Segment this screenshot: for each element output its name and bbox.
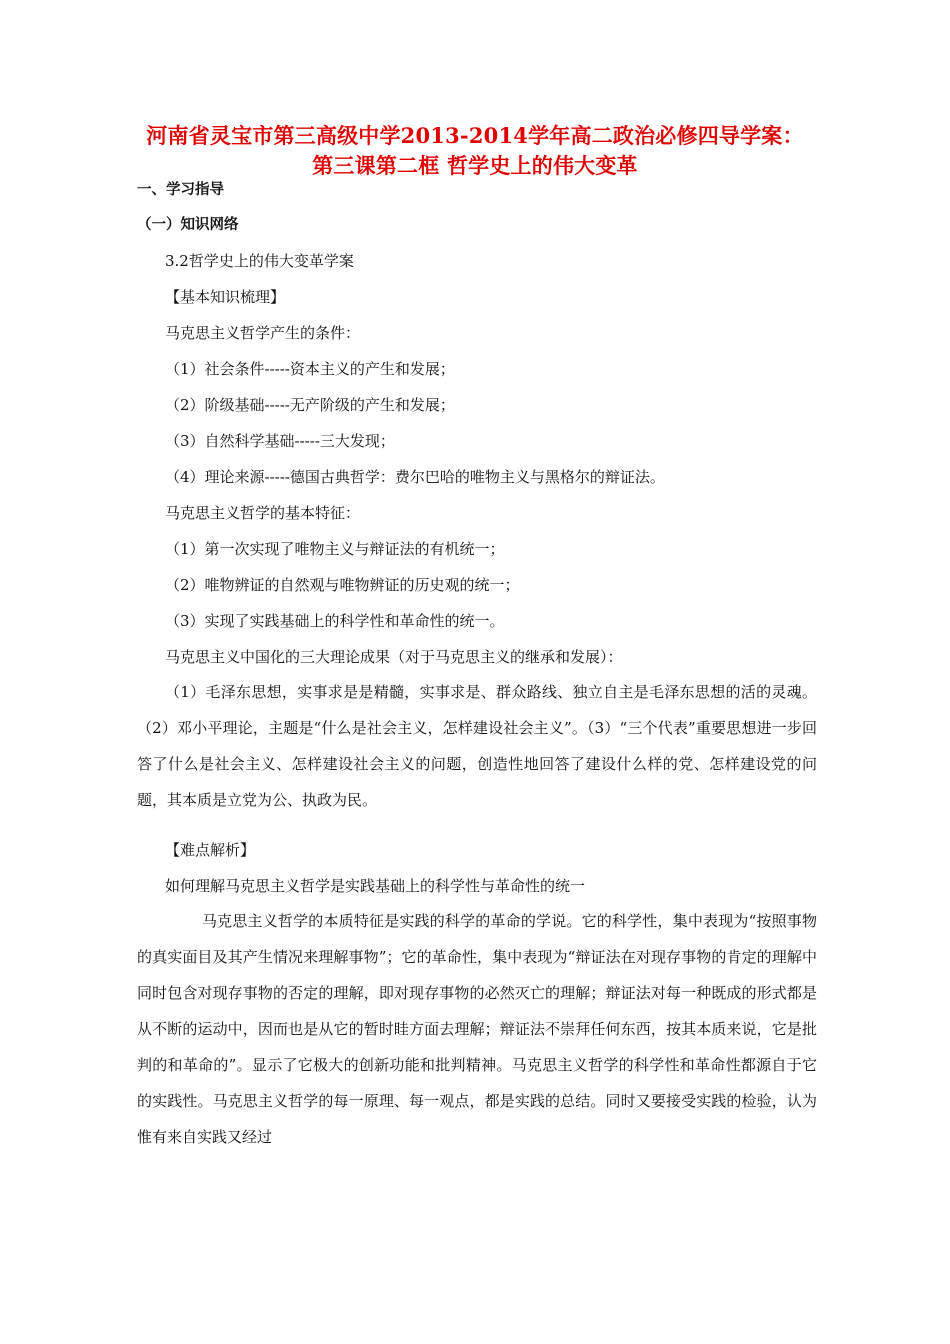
feature-item: （2）唯物辨证的自然观与唯物辨证的历史观的统一； bbox=[165, 576, 520, 594]
achievements-title: 马克思主义中国化的三大理论成果（对于马克思主义的继承和发展）： bbox=[165, 648, 623, 666]
achievements-paragraph: （1）毛泽东思想，实事求是是精髓，实事求是、群众路线、独立自主是毛泽东思想的活的灵魂。（2）邓小平理论，主题是“什么是社会主义，怎样建设社会主义”。（3）“三个代表”重要思想进一步回答了什么是社会主义、怎样建设社会主义的问题，创造性地回答了建设什么样的党、怎样建设党的问题，其本质是立党为公、执政为民。 bbox=[137, 683, 817, 809]
heading-study-guide: 一、学习指导 bbox=[137, 182, 224, 198]
section-basic-knowledge: 【基本知识梳理】 bbox=[165, 288, 286, 306]
difficult-explanation-paragraph: 马克思主义哲学的本质特征是实践的科学的革命的学说。它的科学性，集中表现为“按照事物的真实面目及其产生情况来理解事物”；它的革命性，集中表现为“辩证法在对现存事物的肯定的理解中同时包含对现存事物的否定的理解，即对现存事物的必然灭亡的理解；辩证法对每一种既成的形式都是从不断的运动中，因而也是从它的暂时眭方面去理解；辩证法不崇拜任何东西，按其本质来说，它是批判的和革命的”。显示了它极大的创新功能和批判精神。马克思主义哲学的科学性和革命性都源自于它的实践性。马克思主义哲学的每一原理、每一观点，都是实践的总结。同时又要接受实践的检验，认为惟有来自实践又经过 bbox=[137, 912, 817, 1146]
case-title: 3.2哲学史上的伟大变革学案 bbox=[165, 252, 354, 270]
condition-item: （1）社会条件-----资本主义的产生和发展； bbox=[165, 360, 455, 378]
document-title-line-2: 第三课第二框 哲学史上的伟大变革 bbox=[312, 153, 638, 178]
features-title: 马克思主义哲学的基本特征： bbox=[165, 504, 361, 522]
conditions-title: 马克思主义哲学产生的条件： bbox=[165, 324, 361, 342]
difficult-question: 如何理解马克思主义哲学是实践基础上的科学性与革命性的统一 bbox=[165, 877, 586, 895]
heading-knowledge-network: （一）知识网络 bbox=[137, 217, 239, 233]
condition-item: （4）理论来源-----德国古典哲学：费尔巴哈的唯物主义与黑格尔的辩证法。 bbox=[165, 468, 665, 486]
section-difficult-points: 【难点解析】 bbox=[165, 841, 256, 859]
feature-item: （1）第一次实现了唯物主义与辩证法的有机统一； bbox=[165, 540, 505, 558]
document-title-line-1: 河南省灵宝市第三高级中学2013-2014学年高二政治必修四导学案： bbox=[146, 123, 804, 148]
condition-item: （3）自然科学基础-----三大发现； bbox=[165, 432, 395, 450]
condition-item: （2）阶级基础-----无产阶级的产生和发展； bbox=[165, 396, 455, 414]
feature-item: （3）实现了实践基础上的科学性和革命性的统一。 bbox=[165, 612, 505, 630]
